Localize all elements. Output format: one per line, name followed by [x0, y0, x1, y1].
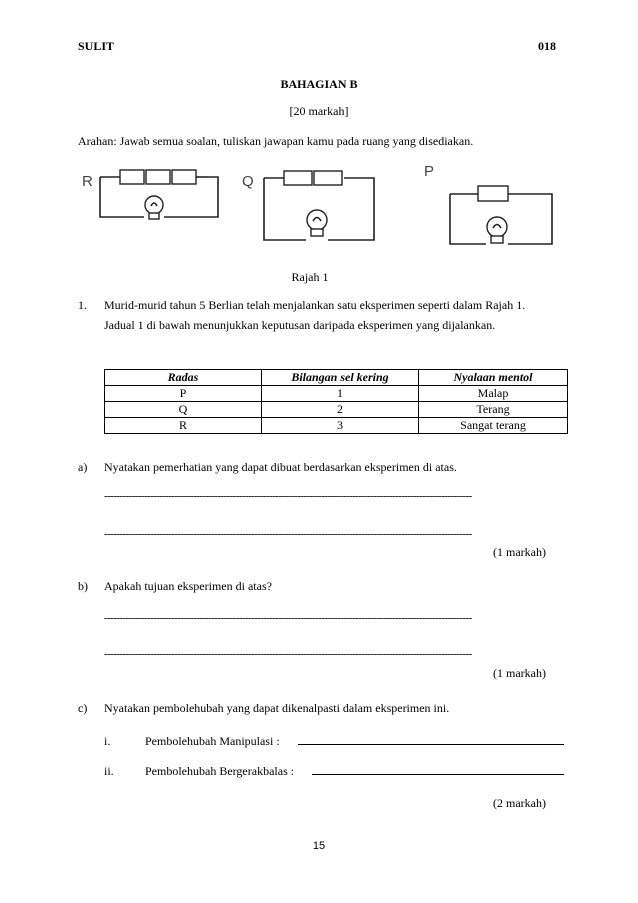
table-row — [105, 418, 568, 434]
table-cell: 1 — [262, 386, 419, 402]
dry-cell — [146, 170, 170, 184]
header-left: SULIT — [78, 39, 115, 53]
circuit-diagram-q — [240, 162, 380, 247]
answer-line-b1[interactable]: ------------------------------------------------------------------------------------------------------------------------ — [104, 612, 472, 624]
part-b-marks: (1 markah) — [493, 666, 546, 680]
section-marks: [20 markah] — [289, 104, 349, 118]
circuit-label-r: R — [82, 173, 93, 190]
column-header: Radas — [105, 370, 262, 386]
table-row — [105, 386, 568, 402]
table-cell: Sangat terang — [419, 418, 568, 434]
section-title: BAHAGIAN B — [280, 77, 358, 91]
page-number: 15 — [312, 840, 326, 852]
table-cell: 3 — [262, 418, 419, 434]
answer-line-a1[interactable]: ------------------------------------------------------------------------------------------------------------------------ — [104, 490, 472, 502]
table-cell: P — [105, 386, 262, 402]
bulb-icon — [307, 210, 327, 236]
part-c-marks: (2 markah) — [493, 796, 546, 810]
part-b-letter: b) — [78, 579, 88, 593]
circuit-label-q: Q — [242, 173, 254, 190]
part-a-question: Nyatakan pemerhatian yang dapat dibuat berdasarkan eksperimen di atas. — [104, 460, 457, 474]
results-table — [104, 369, 568, 434]
header-right: 018 — [538, 39, 556, 53]
column-header: Nyalaan mentol — [419, 370, 568, 386]
column-header: Bilangan sel kering — [262, 370, 419, 386]
question-number: 1. — [78, 298, 87, 312]
question-text-line1: Murid-murid tahun 5 Berlian telah menjalankan satu eksperimen seperti dalam Rajah 1. — [104, 298, 526, 312]
table-cell: Terang — [419, 402, 568, 418]
part-c-ii-number: ii. — [104, 764, 114, 778]
question-text-line2: Jadual 1 di bawah menunjukkan keputusan daripada eksperimen yang dijalankan. — [104, 318, 496, 332]
instruction: Arahan: Jawab semua soalan, tuliskan jawapan kamu pada ruang yang disediakan. — [78, 134, 474, 148]
answer-line-c-i[interactable] — [298, 744, 564, 745]
part-c-i-number: i. — [104, 734, 111, 748]
dry-cell — [172, 170, 196, 184]
table-cell: 2 — [262, 402, 419, 418]
circuit-label-p: P — [424, 163, 435, 180]
part-a-letter: a) — [78, 460, 88, 474]
answer-line-c-ii[interactable] — [312, 774, 564, 775]
part-b-question: Apakah tujuan eksperimen di atas? — [104, 579, 272, 593]
part-c-ii-label: Pembolehubah Bergerakbalas : — [145, 764, 295, 778]
bulb-icon — [145, 196, 163, 219]
table-cell: R — [105, 418, 262, 434]
dry-cell — [284, 171, 312, 185]
circuit-diagram-r — [80, 160, 230, 230]
answer-line-b2[interactable]: ------------------------------------------------------------------------------------------------------------------------ — [104, 648, 472, 660]
bulb-icon — [487, 217, 507, 243]
part-a-marks: (1 markah) — [493, 545, 546, 559]
part-c-letter: c) — [78, 701, 88, 715]
part-c-i-label: Pembolehubah Manipulasi : — [145, 734, 280, 748]
table-row — [105, 402, 568, 418]
figure-caption: Rajah 1 — [291, 270, 329, 284]
table-header-row — [105, 370, 568, 386]
table-cell: Q — [105, 402, 262, 418]
answer-line-a2[interactable]: ------------------------------------------------------------------------------------------------------------------------ — [104, 528, 472, 540]
table-cell: Malap — [419, 386, 568, 402]
dry-cell — [120, 170, 144, 184]
dry-cell — [314, 171, 342, 185]
dry-cell — [478, 186, 508, 201]
circuit-diagram-p — [420, 160, 560, 252]
part-c-question: Nyatakan pembolehubah yang dapat dikenalpasti dalam eksperimen ini. — [104, 701, 450, 715]
